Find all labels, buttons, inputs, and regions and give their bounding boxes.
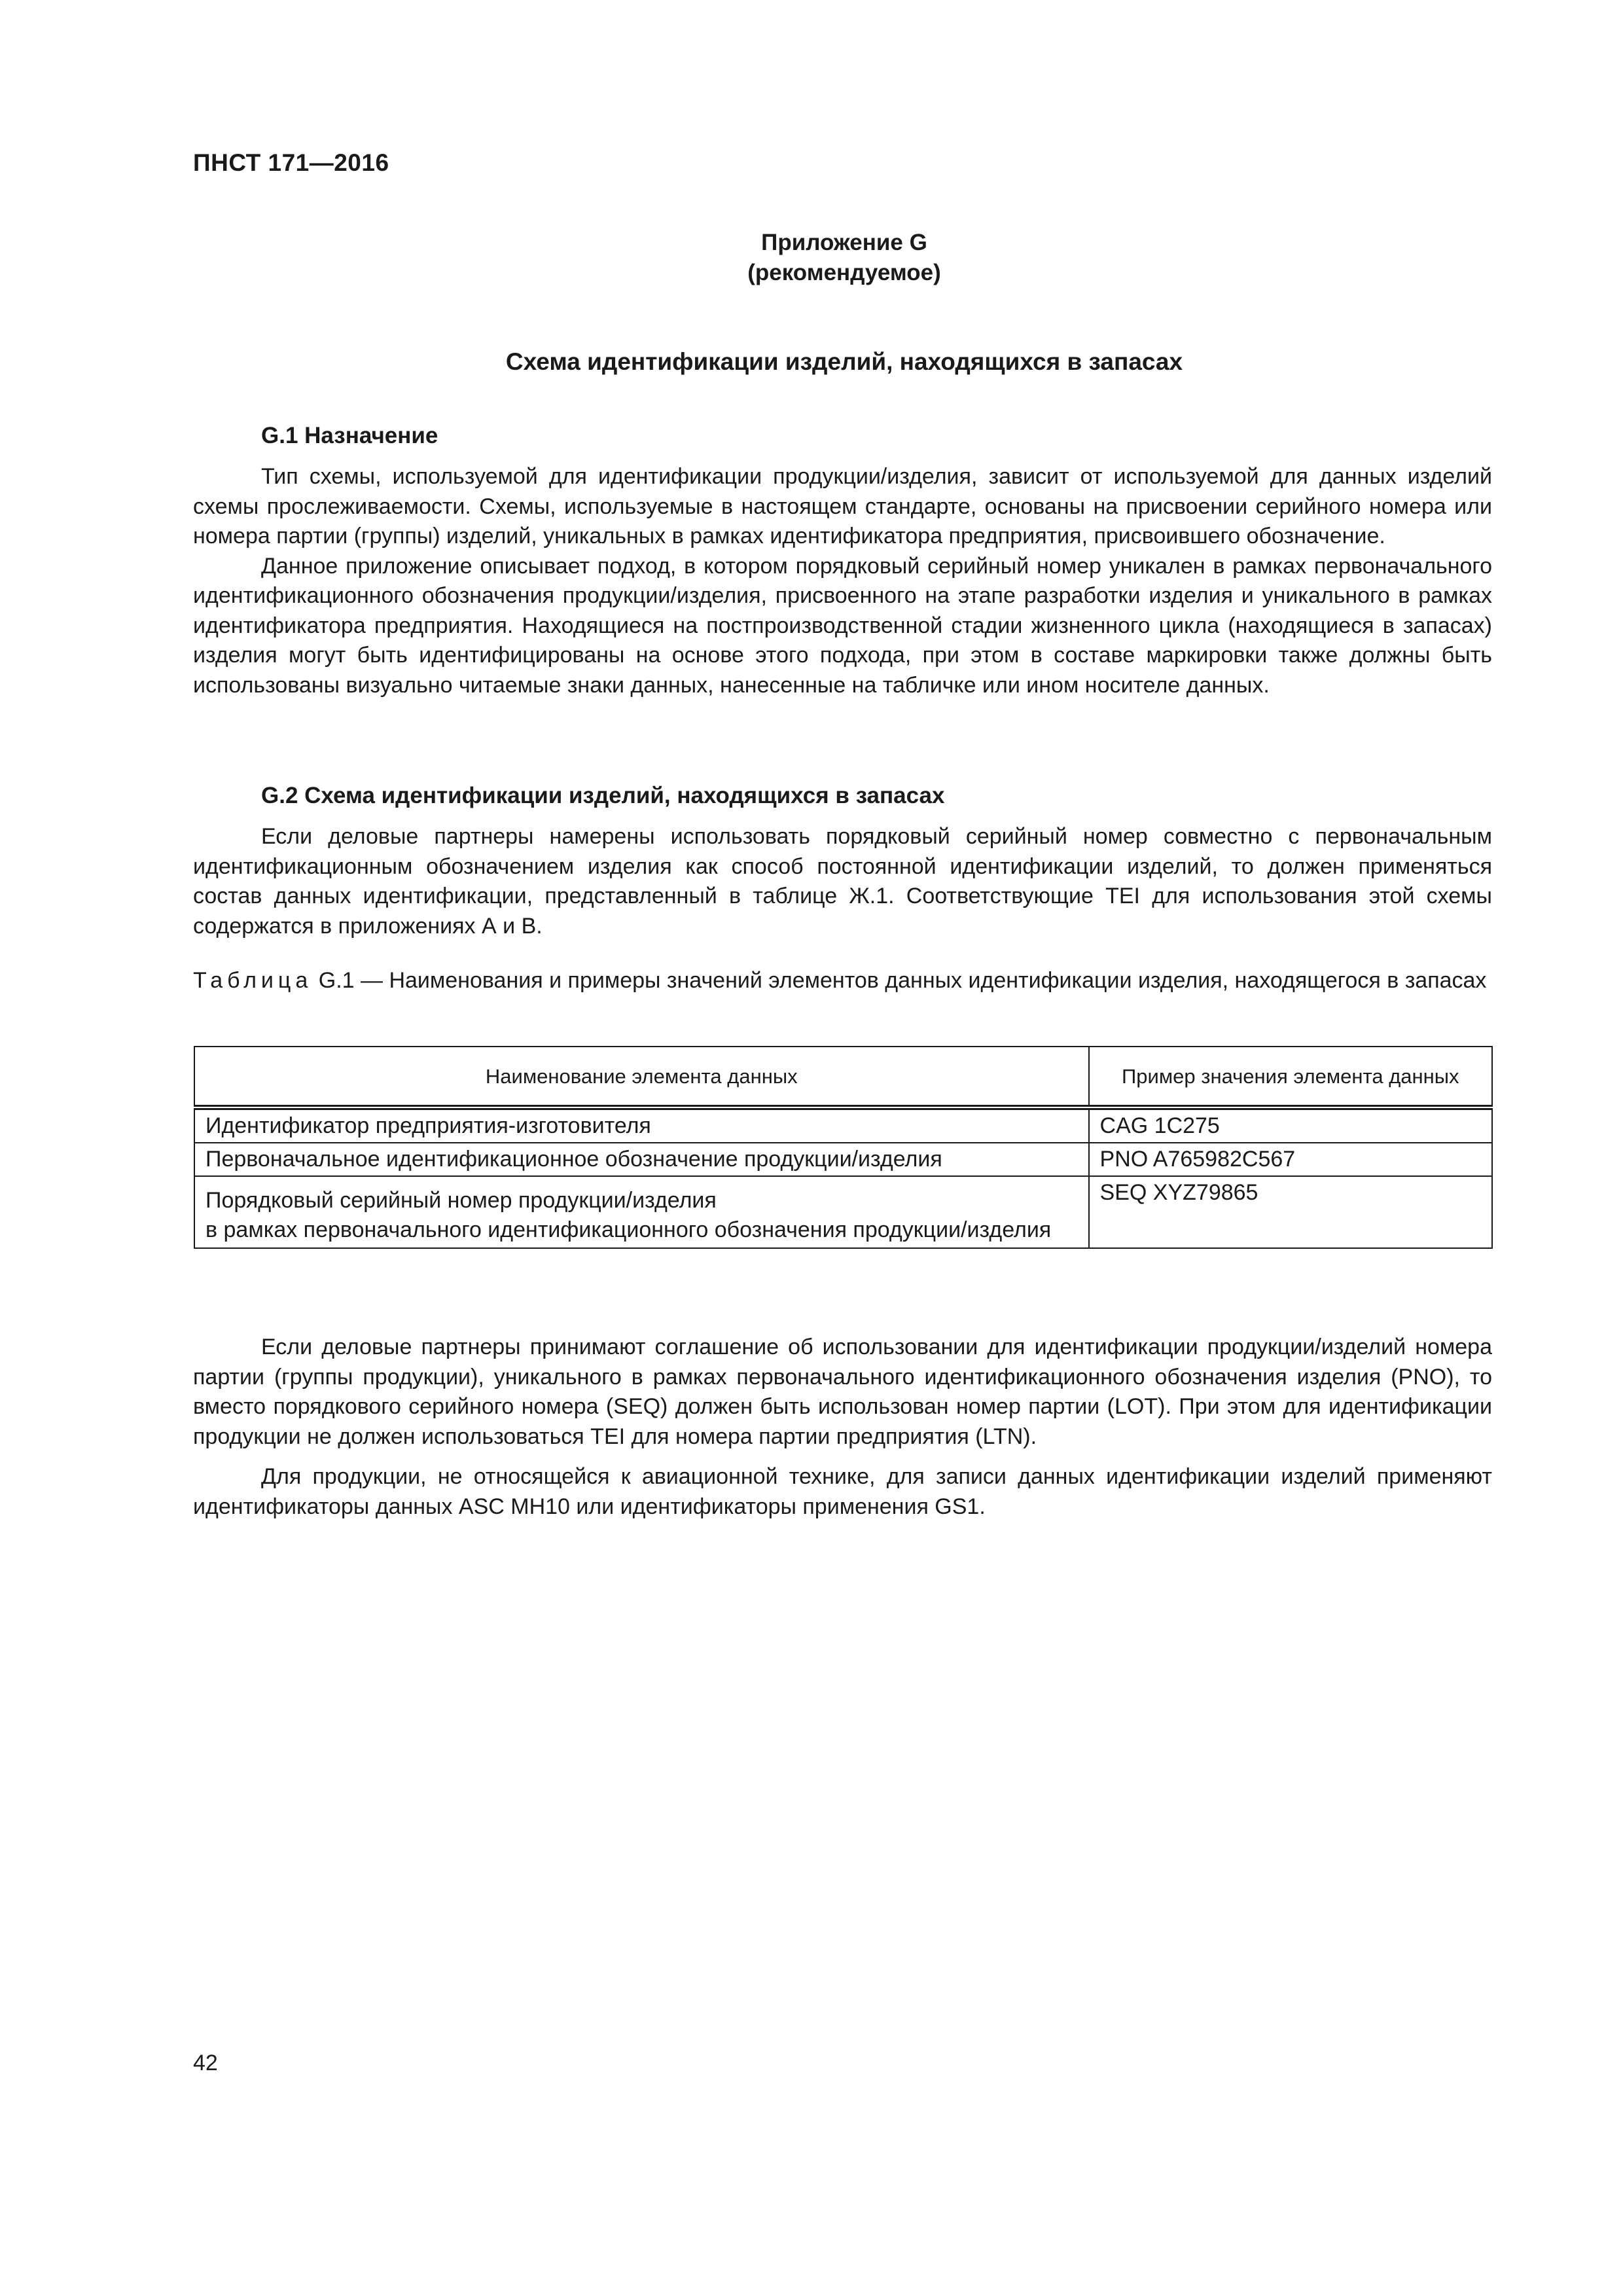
section-2-body xyxy=(193,822,1492,941)
table-row xyxy=(194,1176,1492,1248)
paragraph: Если деловые партнеры принимают соглашение об использовании для идентификации продукции/изделий номера партии (группы продукции), уникального в рамках первоначального идентификационного обозначения изделия (PNO), то вместо порядкового серийного номера (SEQ) должен быть использован номер партии (LOT). При этом для идентификации продукции не должен использоваться TEI для номера партии предприятия (LTN). xyxy=(193,1335,1492,1449)
document-code: ПНСТ 171—2016 xyxy=(193,149,389,176)
paragraph: Тип схемы, используемой для идентификации продукции/изделия, зависит от используемой для данных изделий схемы прослеживаемости. Схемы, используемые в настоящем стандарте, основаны на присвоении серийного номера или номера партии (группы) изделий, уникальных в рамках идентификатора предприятия, присвоившего обозначение. xyxy=(193,464,1492,548)
paragraph: Для продукции, не относящейся к авиационной технике, для записи данных идентификации изделий применяют идентификаторы данных ASC MH10 или идентификаторы применения GS1. xyxy=(193,1464,1492,1519)
table-cell-name xyxy=(194,1143,1089,1176)
after-table-body xyxy=(193,1333,1492,1522)
table-cell-example: CAG 1C275 xyxy=(1089,1107,1492,1143)
page-number: 42 xyxy=(193,2051,218,2075)
cell-text: в рамках первоначального идентификационного обозначения продукции/изделия xyxy=(205,1217,1052,1242)
cell-text: Идентификатор предприятия-изготовителя xyxy=(205,1113,651,1138)
section-1-heading: G.1 Назначение xyxy=(261,423,438,448)
table-cell-example: SEQ XYZ79865 xyxy=(1089,1176,1492,1248)
table-row xyxy=(194,1143,1492,1176)
table-cell-name xyxy=(194,1107,1089,1143)
appendix-status: (рекомендуемое) xyxy=(747,260,941,285)
section-1-body xyxy=(193,462,1492,700)
table-header-row xyxy=(194,1047,1492,1107)
table-row xyxy=(194,1107,1492,1143)
table-header-cell: Пример значения элемента данных xyxy=(1089,1047,1492,1107)
appendix-heading xyxy=(193,228,1495,288)
table-caption-text: G.1 — Наименования и примеры значений элементов данных идентификации изделия, находящегося в запасах xyxy=(312,968,1487,993)
paragraph: Если деловые партнеры намерены использовать порядковый серийный номер совместно с первоначальным идентификационным обозначением изделия как способ постоянной идентификации изделий, то должен применяться состав данных идентификации, представленный в таблице Ж.1. Соответствующие TEI для использования этой схемы содержатся в приложениях А и В. xyxy=(193,824,1492,939)
main-title: Схема идентификации изделий, находящихся в запасах xyxy=(505,348,1183,375)
paragraph: Данное приложение описывает подход, в котором порядковый серийный номер уникален в рамках первоначального идентификационного обозначения продукции/изделия, присвоенного на этапе разработки изделия и уникального в рамках идентификатора предприятия. Находящиеся на постпроизводственной стадии жизненного цикла (находящиеся в запасах) изделия могут быть идентифицированы на основе этого подхода, при этом в составе маркировки также должны быть использованы визуально читаемые знаки данных, нанесенные на табличке или ином носителе данных. xyxy=(193,553,1492,698)
table-header-cell: Наименование элемента данных xyxy=(194,1047,1089,1107)
table-cell-example: PNO A765982C567 xyxy=(1089,1143,1492,1176)
cell-text: Первоначальное идентификационное обозначение продукции/изделия xyxy=(205,1147,942,1172)
appendix-title: Приложение G xyxy=(761,230,927,255)
cell-text: Порядковый серийный номер продукции/изделия xyxy=(205,1188,717,1213)
table-caption-label: Таблица xyxy=(193,968,313,993)
table-cell-name xyxy=(194,1176,1089,1248)
table-caption xyxy=(193,966,1492,996)
data-elements-table xyxy=(194,1046,1493,1249)
section-2-heading: G.2 Схема идентификации изделий, находящихся в запасах xyxy=(261,783,945,808)
